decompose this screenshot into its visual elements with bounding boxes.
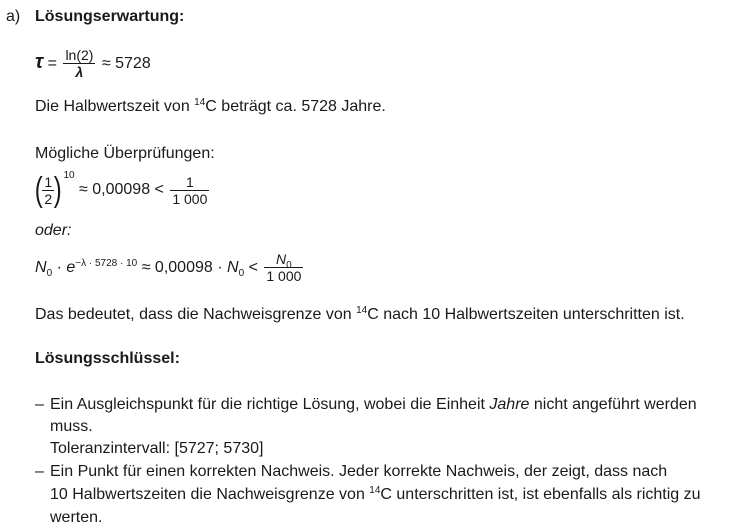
meaning-text-pre: Das bedeutet, dass die Nachweisgrenze von [35,306,357,323]
exponent: 10 [63,170,75,182]
rhs-n: N [276,251,287,268]
threshold-denominator: 1 000 [172,190,208,207]
oder-label: oder: [35,222,72,239]
section-heading: Lösungserwartung: [35,8,185,25]
equals-sign: = [47,55,57,72]
check-formula-1 [33,170,211,210]
bullet-2-dash: – [35,463,44,480]
n0-threshold-numerator [264,251,303,272]
n0-subscript: 0 [46,268,53,279]
bullet-2-text-post: C unterschritten ist, ist ebenfalls als richtig zu [380,486,701,503]
bullet-2-isotope-superscript: 14 [369,485,381,496]
multiply-dot: · [56,259,62,276]
meaning-text-post: C nach 10 Halbwertszeiten unterschritten ist. [367,306,685,323]
bullet-2-line-3: werten. [50,509,103,526]
bullet-1-line-1 [50,395,697,415]
n0-symbol-2: N [227,259,239,276]
key-heading: Lösungsschlüssel: [35,350,180,367]
rhs-n-subscript: 0 [286,260,292,272]
left-paren: ( [34,171,43,209]
bullet-1-dash: – [35,396,44,413]
half-fraction [42,174,54,207]
check-formula-2 [35,248,305,288]
bullet-2-line-2 [50,485,701,505]
halflife-text-pre: Die Halbwertszeit von [35,98,195,115]
tau-result: ≈ 5728 [101,55,151,72]
tolerance-interval: Toleranzintervall: [5727; 5730] [50,440,264,457]
section-label: a) [6,8,21,25]
n0-threshold-denominator: 1 000 [266,268,302,285]
half-denominator: 2 [44,190,53,207]
bullet-1-unit: Jahre [489,396,530,413]
fraction-denominator: λ [63,63,95,80]
threshold-numerator: 1 [185,173,194,190]
bullet-2-text-pre: 10 Halbwertszeiten die Nachweisgrenze von [50,486,370,503]
halflife-sentence [35,97,386,117]
threshold-fraction [170,174,209,207]
tau-symbol: τ [35,51,44,73]
right-paren: ) [53,171,62,209]
tau-formula [35,44,151,82]
bullet-2-line-1: Ein Punkt für einen korrekten Nachweis. Jeder korrekte Nachweis, der zeigt, dass nach [50,463,668,480]
ln2-over-lambda-fraction [63,47,95,80]
bullet-1-text-post: nicht angeführt werden [529,396,697,413]
fraction-numerator: ln(2) [65,47,94,64]
meaning-sentence [35,305,685,325]
n0-subscript-2: 0 [238,268,245,279]
halflife-text-post: C beträgt ca. 5728 Jahre. [205,98,386,115]
bullet-1-text-pre: Ein Ausgleichspunkt für die richtige Lösung, wobei die Einheit [50,396,490,413]
less-than: < [248,259,258,276]
e-exponent: −λ · 5728 · 10 [75,258,138,269]
euler-e: e [66,259,76,276]
half-numerator: 1 [44,173,53,190]
n0-symbol: N [35,259,47,276]
bullet-1-line-2: muss. [50,418,93,435]
check2-middle: ≈ 0,00098 · [141,259,223,276]
checks-heading: Mögliche Überprüfungen: [35,145,215,162]
isotope-superscript: 14 [194,97,206,108]
meaning-isotope-superscript: 14 [356,305,368,316]
check1-middle: ≈ 0,00098 < [79,181,164,199]
n0-threshold-fraction [264,251,303,284]
